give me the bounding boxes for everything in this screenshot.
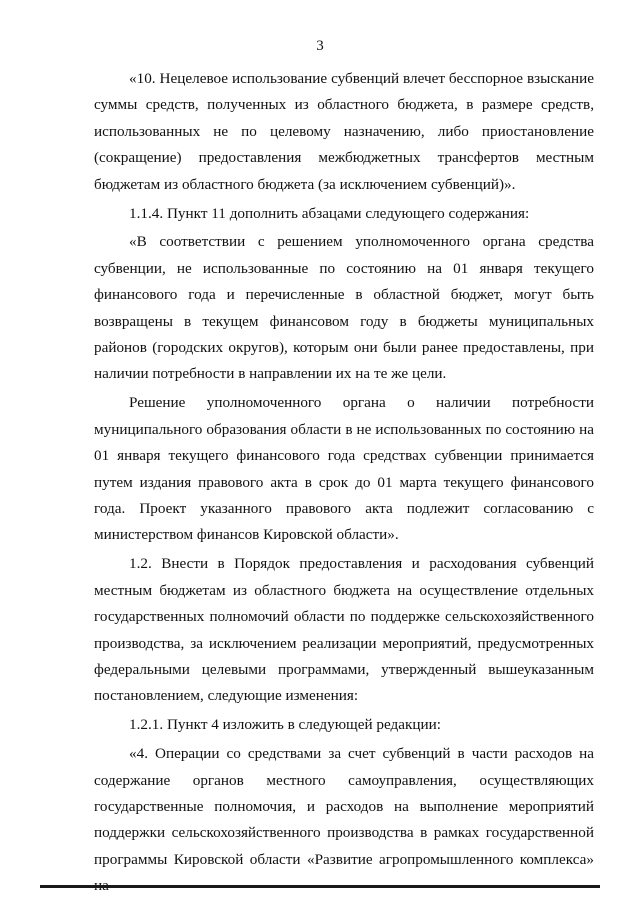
paragraph-decision: Решение уполномоченного органа о наличии потребности муниципального образования области в не использованных по состоянию на 01 января текущего финансового года средствах субвенции принимается путем издания правового акта в срок до 01 марта текущего финансового года. Проект указанного правового акта подлежит согласованию с министерством финансов Кировской области». — [94, 394, 594, 544]
paragraph-1-1-4: 1.1.4. Пункт 11 дополнить абзацами следующего содержания: — [129, 204, 530, 222]
document-body — [94, 66, 594, 900]
paragraph-item-10: «10. Нецелевое использование субвенций влечет бесспорное взыскание суммы средств, полученных из областного бюджета, в размере средств, использованных не по целевому назначению, либо приостановление (сокращение) предоставления межбюджетных трансфертов местным бюджетам из областного бюджета (за исключением субвенций)». — [94, 70, 594, 193]
paragraph-item-4: «4. Операции со средствами за счет субвенций в части расходов на содержание органов местного самоуправления, осуществляющих государственные полномочия, и расходов на выполнение мероприятий поддержки сельскохозяйственного производства в рамках государственной программы Кировской области «Развитие агропромышленного комплекса» — [94, 745, 594, 868]
page-number: 3 — [316, 38, 324, 54]
paragraph-1-2: 1.2. Внести в Порядок предоставления и расходования субвенций местным бюджетам из областного бюджета на осуществление отдельных государственных полномочий области по поддержке сельскохозяйственного производства, за исключением реализации мероприятий, предусмотренных федеральными целевыми программами, утвержденный вышеуказанным постановлением, следующие изменения: — [94, 555, 594, 705]
paragraph-1-2-1: 1.2.1. Пункт 4 изложить в следующей редакции: — [129, 716, 442, 734]
paragraph-subvention-return: «В соответствии с решением уполномоченного органа средства субвенции, не использованные по состоянию на 01 января текущего финансового года и перечисленные в областной бюджет, могут быть возвращены в текущем финансовом году в бюджеты муниципальных районов (городских округов), которым они были ранее предоставлены, при наличии потребности в направлении их на те же цели. — [94, 233, 594, 383]
bottom-border-line — [40, 885, 600, 888]
